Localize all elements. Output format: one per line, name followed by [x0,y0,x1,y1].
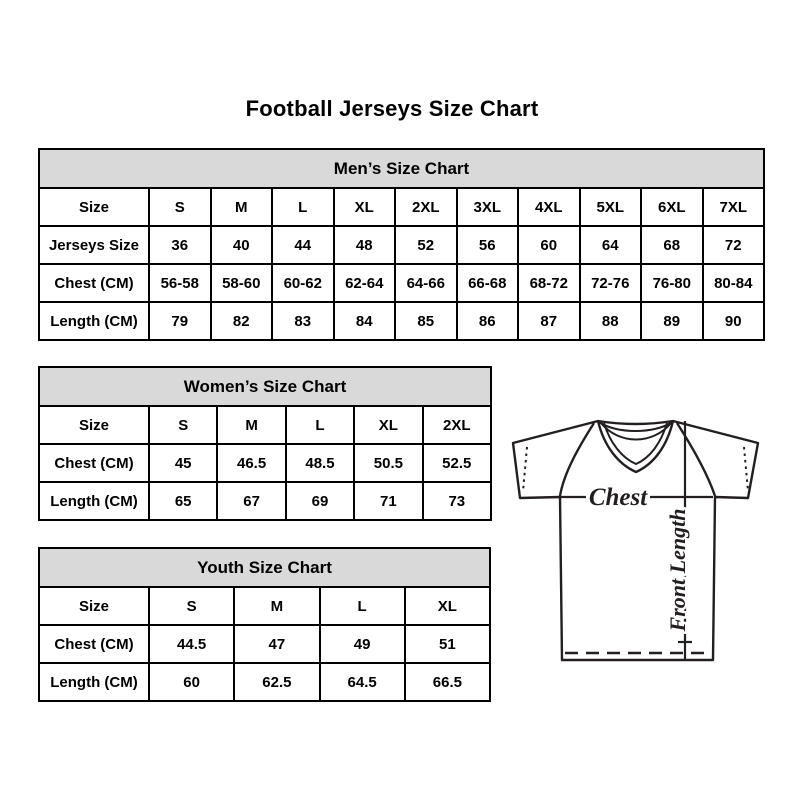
value-cell: 51 [405,625,490,663]
value-cell: L [272,188,334,226]
front-length-label: Front Length [665,508,690,632]
page-title: Football Jerseys Size Chart [245,96,539,121]
value-cell: 52 [395,226,457,264]
value-cell: 52.5 [423,444,491,482]
value-cell: 2XL [423,406,491,444]
value-cell: XL [334,188,396,226]
jersey-measurement-diagram [500,390,772,685]
row-label-cell: Chest (CM) [39,264,149,302]
table-row [39,663,490,701]
value-cell: 36 [149,226,211,264]
table-row [39,302,764,340]
value-cell: 5XL [580,188,642,226]
value-cell: S [149,188,211,226]
row-label-cell: Length (CM) [39,302,149,340]
value-cell: 86 [457,302,519,340]
value-cell: 69 [286,482,354,520]
value-cell: 83 [272,302,334,340]
value-cell: 4XL [518,188,580,226]
value-cell: 2XL [395,188,457,226]
womens-size-chart-table [38,366,492,521]
table-header-row [39,149,764,188]
chest-label: Chest [588,484,648,511]
table-row [39,406,491,444]
value-cell: XL [405,587,490,625]
value-cell: 90 [703,302,765,340]
jersey-right-armhole-seam [677,423,715,496]
value-cell: 56-58 [149,264,211,302]
value-cell: 60 [518,226,580,264]
table-row [39,188,764,226]
value-cell: 45 [149,444,217,482]
value-cell: M [217,406,285,444]
value-cell: 58-60 [211,264,273,302]
table-row [39,587,490,625]
value-cell: 89 [641,302,703,340]
value-cell: 68-72 [518,264,580,302]
table-title: Men’s Size Chart [39,149,764,188]
value-cell: M [234,587,319,625]
value-cell: 87 [518,302,580,340]
value-cell: S [149,587,234,625]
value-cell: 80-84 [703,264,765,302]
table-row [39,444,491,482]
value-cell: 6XL [641,188,703,226]
jersey-outline [513,421,758,660]
row-label-cell: Length (CM) [39,482,149,520]
row-label-cell: Size [39,406,149,444]
value-cell: 47 [234,625,319,663]
row-label-cell: Chest (CM) [39,444,149,482]
table-row [39,482,491,520]
value-cell: 49 [320,625,405,663]
value-cell: 67 [217,482,285,520]
table-row [39,264,764,302]
value-cell: 66-68 [457,264,519,302]
value-cell: XL [354,406,422,444]
value-cell: 72-76 [580,264,642,302]
row-label-cell: Jerseys Size [39,226,149,264]
value-cell: 60 [149,663,234,701]
table-header-row [39,548,490,587]
value-cell: 68 [641,226,703,264]
value-cell: 65 [149,482,217,520]
table-header-row [39,367,491,406]
table-row [39,625,490,663]
row-label-cell: Chest (CM) [39,625,149,663]
value-cell: 72 [703,226,765,264]
value-cell: 40 [211,226,273,264]
value-cell: 88 [580,302,642,340]
value-cell: 50.5 [354,444,422,482]
jersey-right-cuff-dashed-line [744,447,748,491]
row-label-cell: Length (CM) [39,663,149,701]
value-cell: L [286,406,354,444]
value-cell: M [211,188,273,226]
mens-size-chart-table [38,148,765,341]
value-cell: 46.5 [217,444,285,482]
value-cell: 85 [395,302,457,340]
value-cell: 7XL [703,188,765,226]
value-cell: 82 [211,302,273,340]
value-cell: 3XL [457,188,519,226]
value-cell: 56 [457,226,519,264]
value-cell: 44 [272,226,334,264]
jersey-left-cuff-dashed-line [523,447,527,491]
row-label-cell: Size [39,188,149,226]
value-cell: S [149,406,217,444]
row-label-cell: Size [39,587,149,625]
value-cell: 84 [334,302,396,340]
value-cell: 73 [423,482,491,520]
value-cell: 79 [149,302,211,340]
value-cell: 48 [334,226,396,264]
value-cell: 60-62 [272,264,334,302]
value-cell: 62.5 [234,663,319,701]
value-cell: 71 [354,482,422,520]
value-cell: L [320,587,405,625]
youth-size-chart-table [38,547,491,702]
value-cell: 62-64 [334,264,396,302]
value-cell: 76-80 [641,264,703,302]
table-title: Youth Size Chart [39,548,490,587]
table-title: Women’s Size Chart [39,367,491,406]
value-cell: 48.5 [286,444,354,482]
value-cell: 44.5 [149,625,234,663]
value-cell: 64 [580,226,642,264]
value-cell: 64-66 [395,264,457,302]
value-cell: 66.5 [405,663,490,701]
table-row [39,226,764,264]
value-cell: 64.5 [320,663,405,701]
